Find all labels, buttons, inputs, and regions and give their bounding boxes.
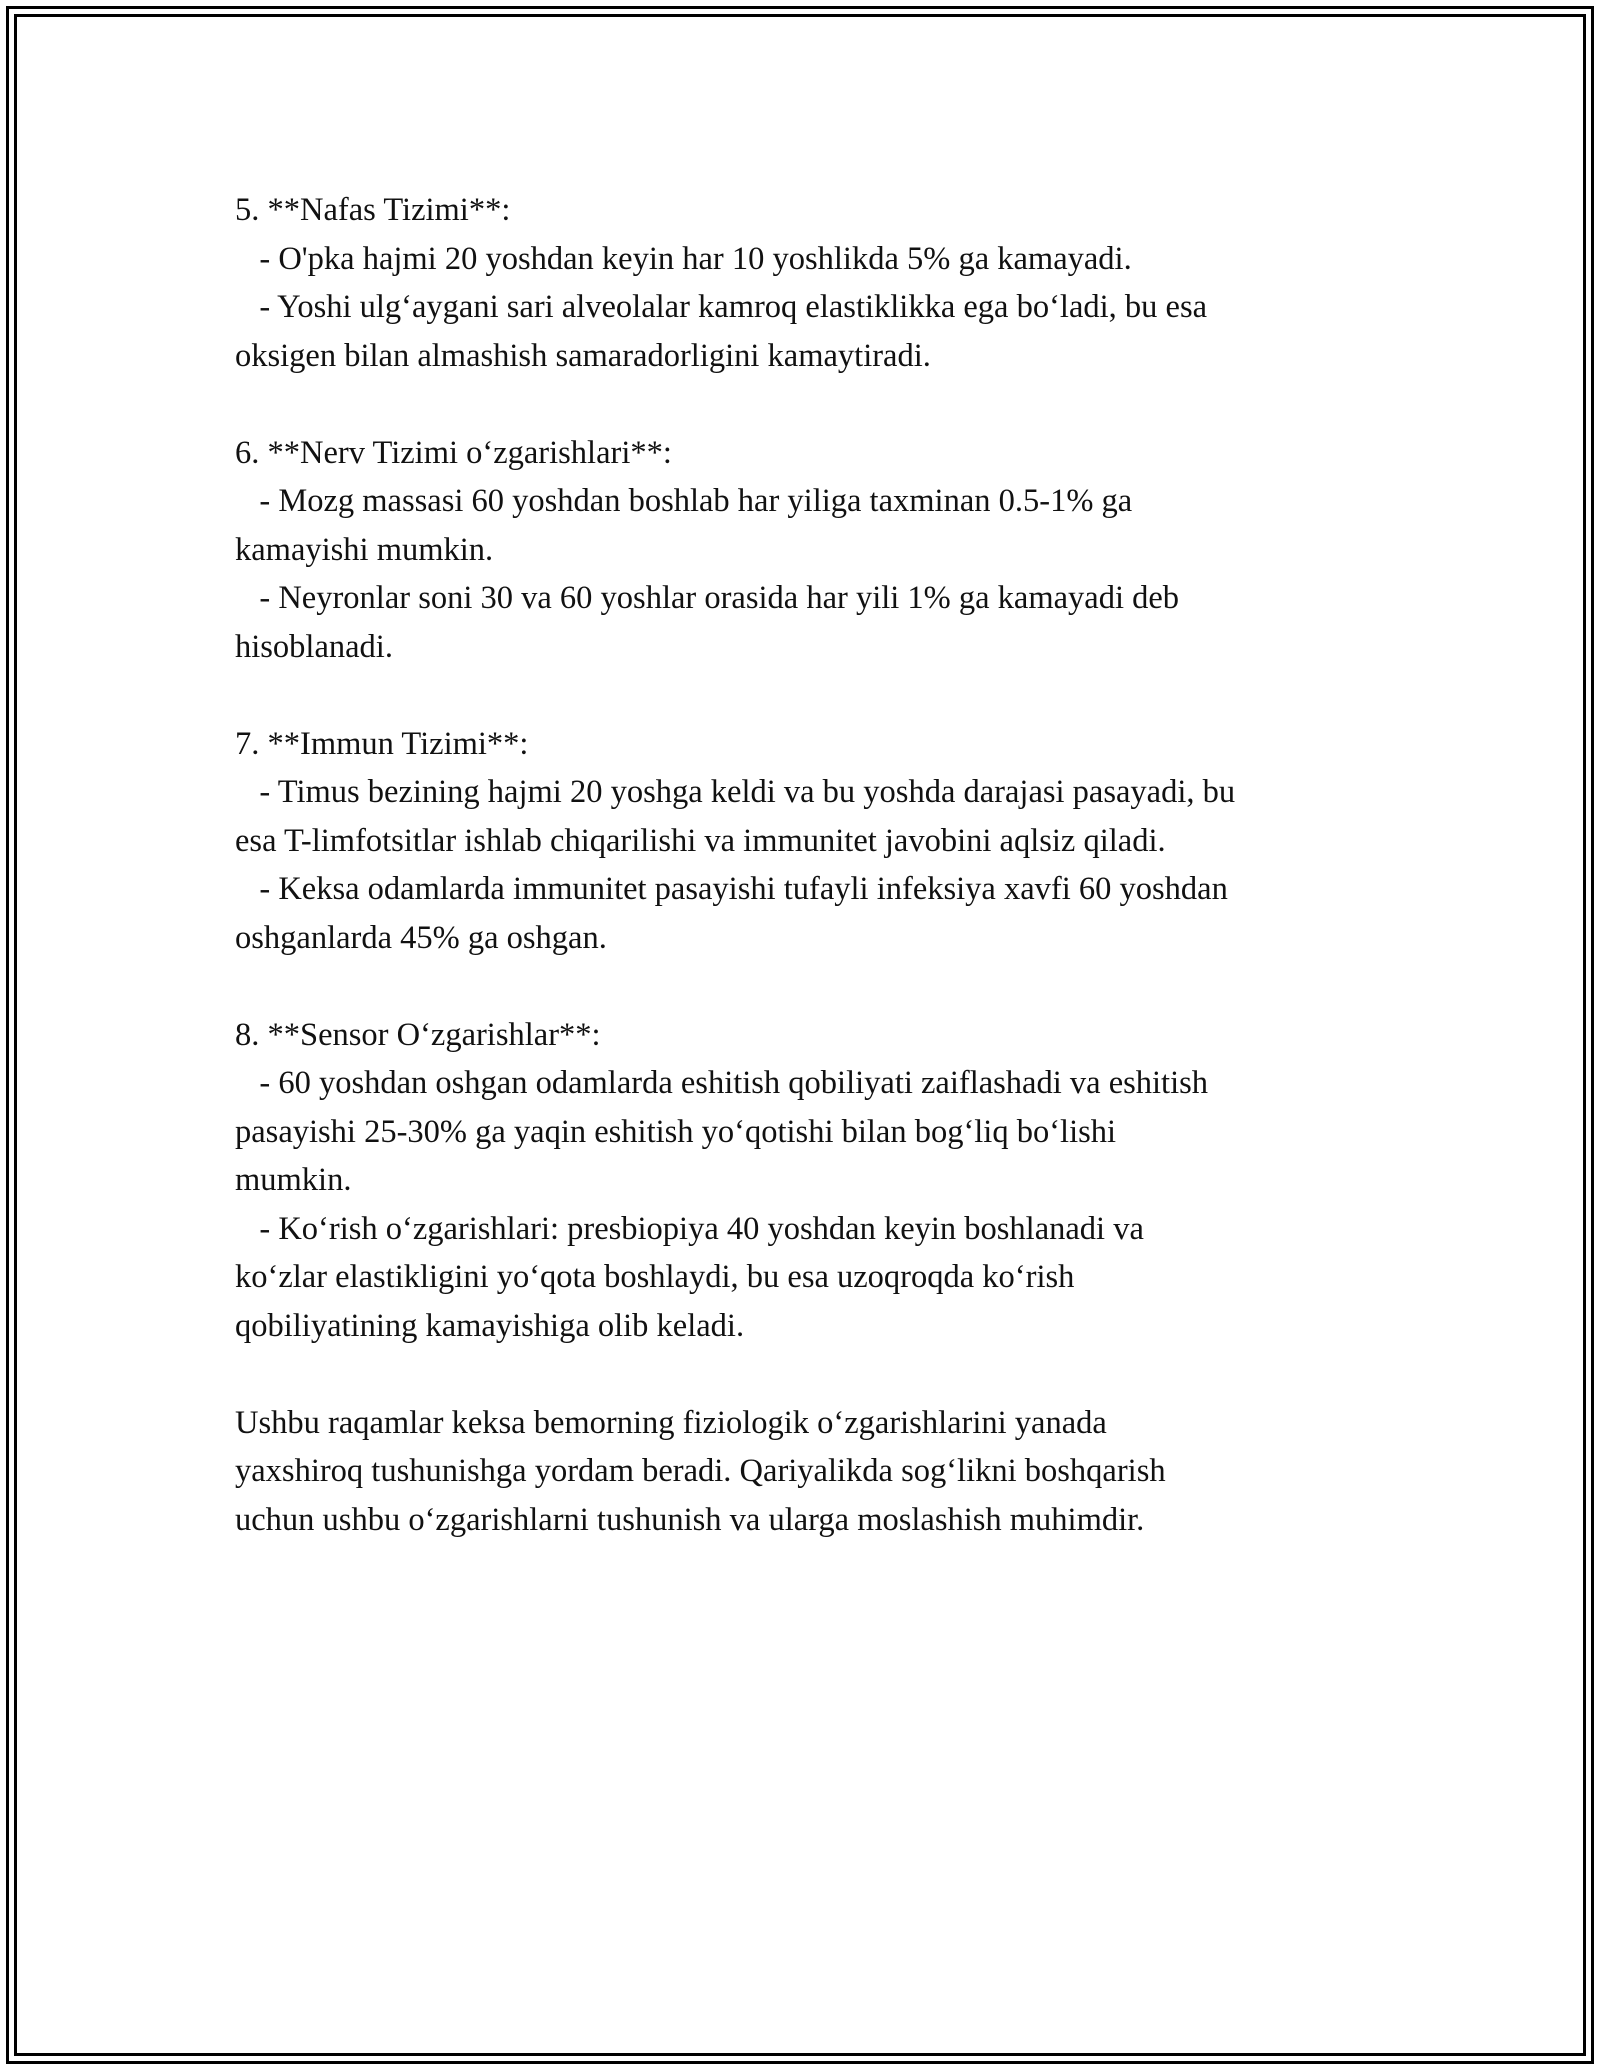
- text-line: mumkin.: [235, 1162, 352, 1198]
- text-line: Ushbu raqamlar keksa bemorning fiziologik o‘zgarishlarini yanada: [235, 1404, 1107, 1441]
- text-line: yaxshiroq tushunishga yordam beradi. Qariyalikda sog‘likni boshqarish: [235, 1453, 1166, 1489]
- text-line: hisoblanadi.: [235, 628, 393, 665]
- text-line: - Mozg massasi 60 yoshdan boshlab har yiliga taxminan 0.5-1% ga: [235, 483, 1133, 519]
- section-heading: 5. **Nafas Tizimi**:: [235, 192, 511, 228]
- section-sensory-changes: [235, 1011, 1435, 1351]
- text-line: - Keksa odamlarda immunitet pasayishi tufayli infeksiya xavfi 60 yoshdan: [235, 871, 1228, 907]
- text-line: ko‘zlar elastikligini yo‘qota boshlaydi, bu esa uzoqroqda ko‘rish: [235, 1259, 1075, 1295]
- text-line: oshganlarda 45% ga oshgan.: [235, 919, 607, 956]
- text-line: qobiliyatining kamayishiga olib keladi.: [235, 1307, 745, 1344]
- section-conclusion: [235, 1399, 1435, 1545]
- section-heading: 8. **Sensor O‘zgarishlar**:: [235, 1016, 601, 1053]
- section-respiratory-system: [235, 186, 1435, 380]
- text-line: uchun ushbu o‘zgarishlarni tushunish va ularga moslashish muhimdir.: [235, 1501, 1145, 1538]
- section-immune-system: [235, 720, 1435, 963]
- text-line: esa T-limfotsitlar ishlab chiqarilishi va immunitet javobini aqlsiz qiladi.: [235, 822, 1166, 859]
- section-heading: 7. **Immun Tizimi**:: [235, 725, 529, 762]
- document-body: [235, 186, 1435, 1593]
- text-line: kamayishi mumkin.: [235, 531, 494, 568]
- text-line: - Timus bezining hajmi 20 yoshga keldi va bu yoshda darajasi pasayadi, bu: [235, 774, 1236, 810]
- text-line: - Neyronlar soni 30 va 60 yoshlar orasida har yili 1% ga kamayadi deb: [235, 580, 1180, 616]
- text-line: - Yoshi ulg‘aygani sari alveolalar kamroq elastiklikka ega bo‘ladi, bu esa: [235, 289, 1208, 325]
- section-nervous-system: [235, 429, 1435, 672]
- text-line: - Ko‘rish o‘zgarishlari: presbiopiya 40 yoshdan keyin boshlanadi va: [235, 1210, 1144, 1247]
- text-line: oksigen bilan almashish samaradorligini kamaytiradi.: [235, 337, 931, 374]
- text-line: - O'pka hajmi 20 yoshdan keyin har 10 yoshlikda 5% ga kamayadi.: [235, 240, 1132, 277]
- section-heading: 6. **Nerv Tizimi o‘zgarishlari**:: [235, 434, 672, 471]
- text-line: pasayishi 25-30% ga yaqin eshitish yo‘qotishi bilan bog‘liq bo‘lishi: [235, 1113, 1117, 1150]
- text-line: - 60 yoshdan oshgan odamlarda eshitish qobiliyati zaiflashadi va eshitish: [235, 1065, 1209, 1101]
